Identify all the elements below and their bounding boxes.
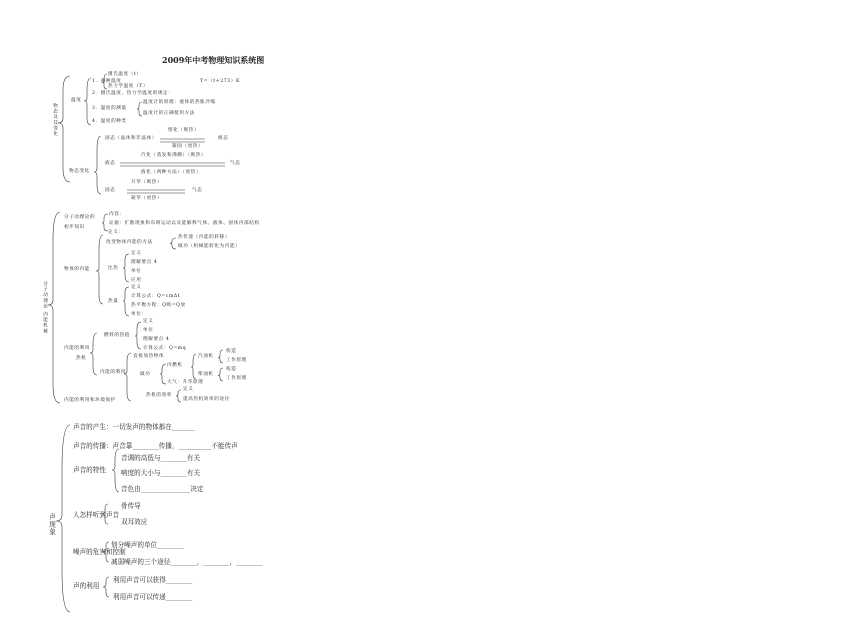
fuel-heat-unit: 单位 [143, 328, 154, 333]
internal-combustion-label: 内燃机 [167, 363, 183, 368]
direct-heating-label: 直接加热物体 [133, 354, 165, 359]
bone-conduction-item: 骨传导 [121, 502, 141, 510]
engine-efficiency-improve: 提高热机效率的途径 [183, 397, 230, 402]
doing-work-label: 做功 [140, 372, 151, 377]
diesel-engine-label: 柴油机 [198, 372, 214, 377]
gas-state-label-2: 气态 [192, 188, 203, 193]
engine-efficiency-definition: 定义 [183, 387, 194, 392]
specific-heat-definition: 定义 [131, 251, 142, 256]
change-energy-methods-label: 改变物体内能的方法 [106, 240, 153, 245]
section3-root-label: 声现象 [47, 513, 56, 536]
fuel-heat-formula: 计算公式：Q=mq [143, 346, 187, 351]
sound-use-label: 声的利用 [73, 582, 100, 590]
sound-characteristics-label: 声音的特性 [73, 466, 106, 474]
temp-definition-label: 2．摄氏温度、热力学温度的规定： [92, 91, 174, 96]
heat-transfer-label: 热传递（内能的转移） [178, 235, 230, 240]
gasoline-structure: 构造 [226, 349, 237, 354]
thermometer-principle: 温度计的原理：液体的热胀冷缩 [143, 100, 216, 105]
solid-state-label: 固态（晶体和非晶体） [105, 136, 157, 141]
heat-balance-equation: 热平衡方程：Q吸=Q放 [131, 303, 186, 308]
wendu-label: 温度 [71, 98, 82, 103]
internal-energy-label: 物体的内能 [64, 267, 90, 272]
thermometer-usage: 温度计的正确使用方法 [143, 111, 195, 116]
section1-root-label: 物态及其变化 [52, 103, 58, 137]
molecular-evidence-label: 证据：扩散现象和布朗运动以及能解释气体、液体、固体内部结构 [109, 221, 260, 226]
noise-reduction-item: 减弱噪声的三个途径________，________，________ [111, 558, 263, 566]
environment-protection-label: 内能的利用和环境保护 [64, 398, 116, 403]
temp-measure-label: 3．温度的测量 [92, 106, 127, 111]
sound-energy-item: 利用声音可以传递________ [113, 593, 193, 601]
liquefaction-label: 液化（两种方法）（放热） [141, 170, 202, 175]
specific-heat-label: 比热 [108, 266, 119, 271]
energy-utilization-label: 内能的利用 [100, 370, 126, 375]
state-change-label: 物态变化 [69, 169, 90, 174]
binaural-effect-item: 双耳效应 [121, 518, 148, 526]
hearing-label: 人怎样听到声音 [73, 511, 120, 519]
diesel-principle: 工作原理 [226, 376, 247, 381]
fuel-heat-definition: 定义 [143, 319, 154, 324]
heat-quantity-definition: 定义 [131, 285, 142, 290]
freezing-label: 凝固（放热） [172, 144, 204, 149]
molecular-theory-label: 分子动理论的初步知识 [64, 215, 96, 230]
pitch-item: 音调的高低与________有关 [121, 454, 201, 462]
work-method-label: 做功（机械能转化为内能） [178, 244, 241, 249]
atmosphere-label: 大气：升华原理 [167, 380, 204, 385]
two-temps-label: 1．两种温度 [92, 79, 122, 84]
liquid-state-label-2: 液态 [105, 161, 116, 166]
fuel-heat-points: 理解要点 4 [143, 337, 170, 342]
heat-quantity-formula: 计算公式：Q=cmΔt [131, 294, 181, 299]
solid-state-label-2: 固态 [105, 188, 116, 193]
heat-quantity-label: 热量 [108, 299, 119, 304]
energy-use-label: 内能的利用 [64, 346, 90, 351]
melting-label: 熔化（吸热） [168, 128, 200, 133]
sound-propagation: 声音的传播：声音靠________传播，__________不能传声 [73, 442, 238, 450]
molecular-content-label: 内容： [109, 212, 125, 217]
internal-energy-definition: 定义： [108, 230, 124, 235]
specific-heat-unit: 单位 [131, 269, 142, 274]
vaporization-label: 汽化（蒸发和沸腾）（吸热） [141, 153, 207, 158]
diesel-structure: 构造 [226, 367, 237, 372]
gasoline-principle: 工作原理 [226, 358, 247, 363]
specific-heat-points: 理解要点 4 [131, 260, 158, 265]
noise-unit-item: 划分噪声的单位________ [111, 541, 184, 549]
gas-state-label-1: 气态 [230, 161, 241, 166]
celsius-label: 摄氏温度（t） [108, 72, 142, 77]
page-title: 2009年中考物理知识系统图 [162, 55, 265, 65]
sublimation-label: 升华（吸热） [131, 180, 163, 185]
temp-types-label: 4．温度的种类 [92, 119, 127, 124]
liquid-state-label-1: 液态 [218, 136, 229, 141]
fuel-heat-value-label: 燃料的热值 [104, 333, 130, 338]
noise-control-label: 噪声的危害和控制 [73, 548, 126, 556]
timbre-item: 音色由_______________决定 [121, 485, 204, 493]
loudness-item: 响度的大小与________有关 [121, 469, 201, 477]
heat-quantity-unit: 单位： [131, 312, 147, 317]
specific-heat-application: 应用 [131, 278, 142, 283]
sound-production: 声音的产生：一切发声的物体都在_______ [73, 423, 195, 431]
heat-engine-root-label: 热机 [76, 356, 87, 361]
gasoline-engine-label: 汽油机 [198, 354, 214, 359]
engine-efficiency-label: 热机的效率 [146, 393, 172, 398]
section2-root-label: 分子动理论 内能机械 [42, 281, 48, 334]
kelvin-label: 热力学温度（T） [108, 84, 149, 89]
deposition-label: 凝华（放热） [131, 196, 163, 201]
sound-info-item: 利用声音可以获得________ [113, 576, 193, 584]
temp-formula: T=（t+273）K [200, 79, 240, 84]
